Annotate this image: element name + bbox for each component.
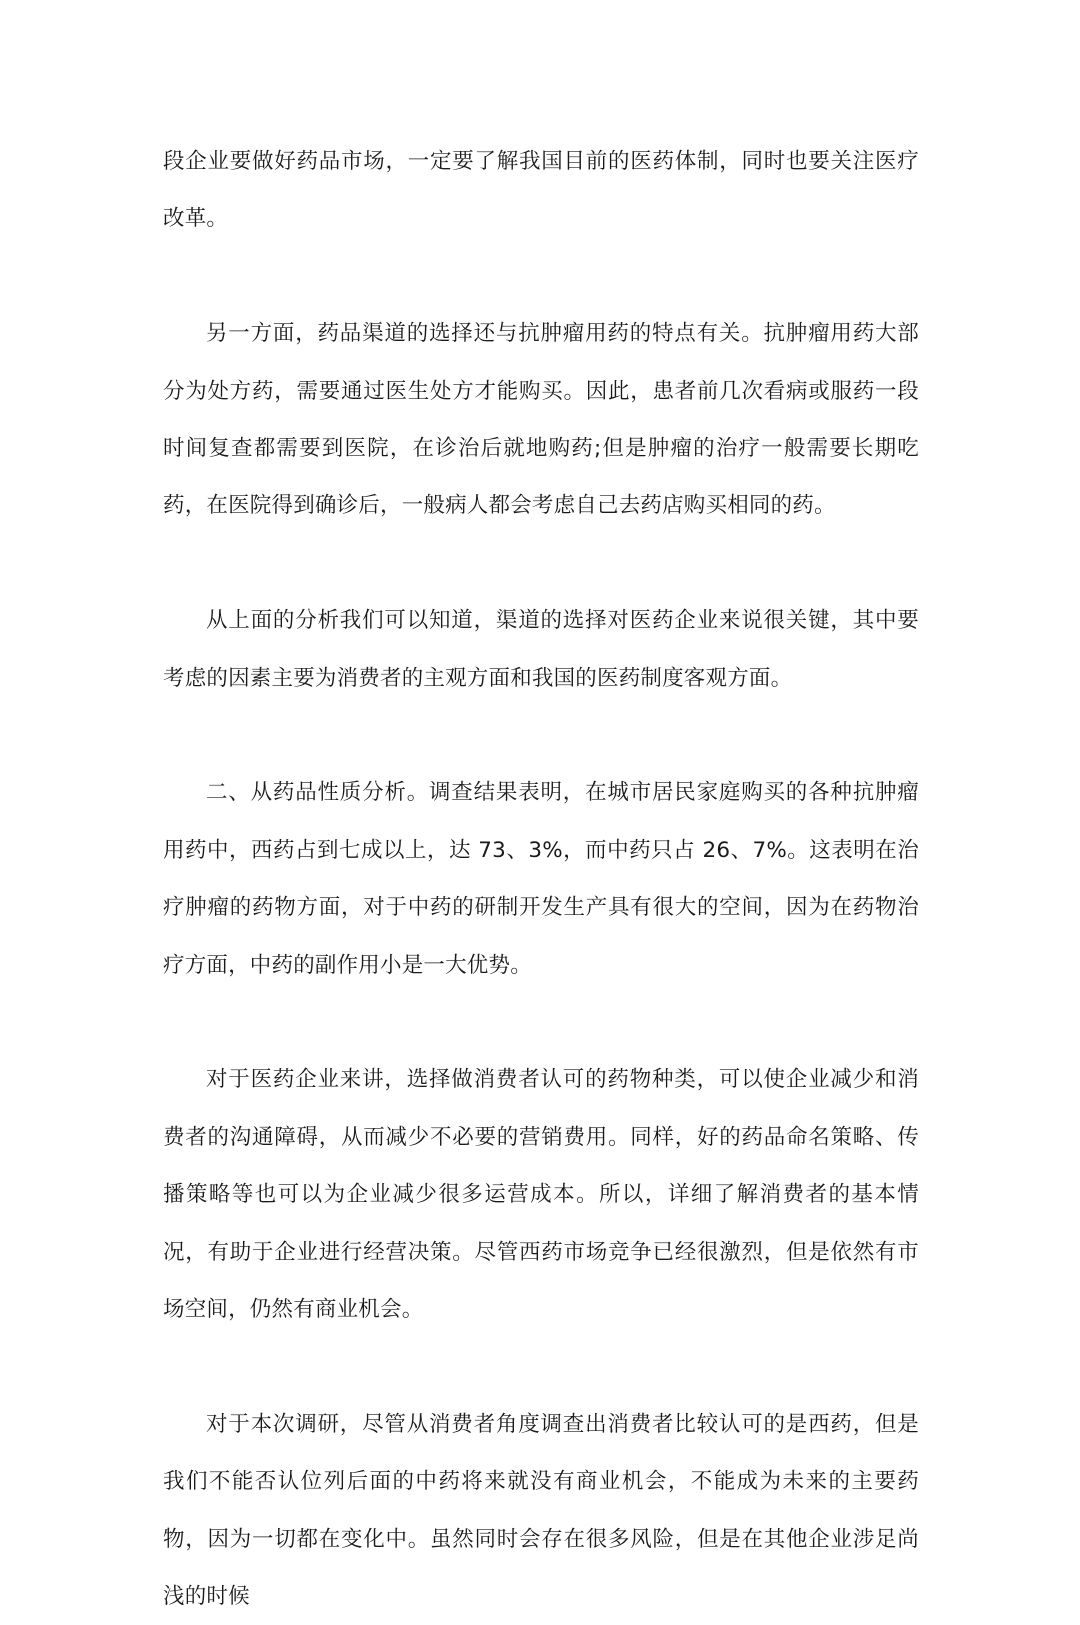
paragraph-continuation: 段企业要做好药品市场，一定要了解我国目前的医药体制，同时也要关注医疗改革。: [163, 149, 919, 232]
paragraph-research-conclusion: 对于本次调研，尽管从消费者角度调查出消费者比较认可的是西药，但是我们不能否认位列后面的中药将来就没有商业机会，不能成为未来的主要药物，因为一切都在变化中。虽然同时会存在很多风险，但是在其他企业涉足尚浅的时候: [163, 1411, 919, 1610]
paragraph-enterprise-choice: 对于医药企业来讲，选择做消费者认可的药物种类，可以使企业减少和消费者的沟通障碍，从而减少不必要的营销费用。同样，好的药品命名策略、传播策略等也可以为企业减少很多运营成本。所以，详细了解消费者的基本情况，有助于企业进行经营决策。尽管西药市场竞争已经很激烈，但是依然有市场空间，仍然有商业机会。: [163, 1067, 919, 1323]
paragraph-drug-nature: 二、从药品性质分析。调查结果表明，在城市居民家庭购买的各种抗肿瘤用药中，西药占到七成以上，达 73、3%，而中药只占 26、7%。这表明在治疗肿瘤的药物方面，对于中药的研制开发生产具有很大的空间，因为在药物治疗方面，中药的副作用小是一大优势。: [163, 780, 919, 978]
paragraph-channel-selection: 另一方面，药品渠道的选择还与抗肿瘤用药的特点有关。抗肿瘤用药大部分为处方药，需要通过医生处方才能购买。因此，患者前几次看病或服药一段时间复查都需要到医院，在诊治后就地购药;但是肿瘤的治疗一般需要长期吃药，在医院得到确诊后，一般病人都会考虑自己去药店购买相同的药。: [163, 321, 919, 519]
document-body: [163, 133, 919, 1625]
paragraph-analysis-summary: 从上面的分析我们可以知道，渠道的选择对医药企业来说很关键，其中要考虑的因素主要为消费者的主观方面和我国的医药制度客观方面。: [163, 608, 919, 691]
